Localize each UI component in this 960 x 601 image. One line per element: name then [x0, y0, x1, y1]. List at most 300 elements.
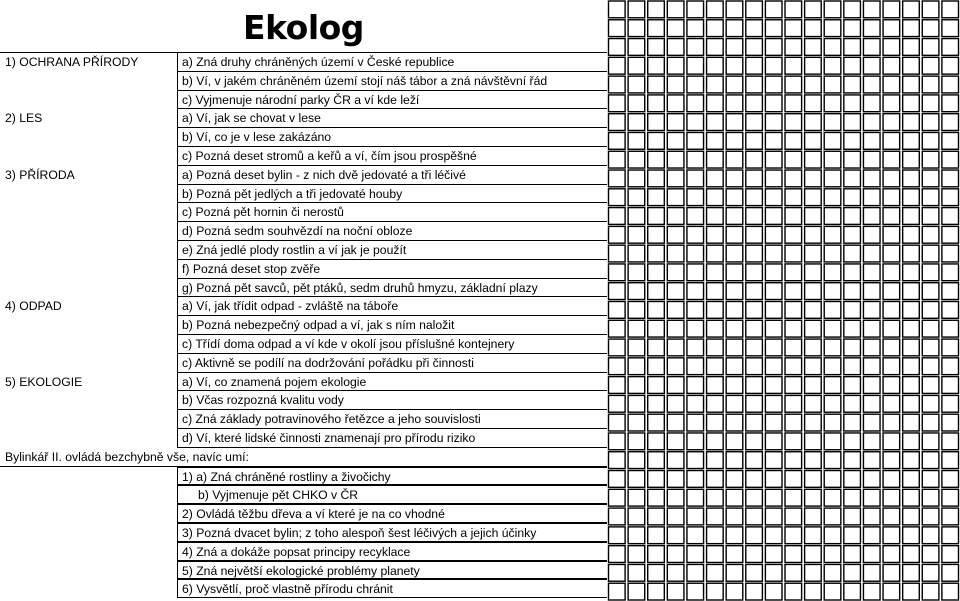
check-cell[interactable]	[648, 546, 665, 563]
check-cell[interactable]	[648, 358, 665, 375]
check-cell[interactable]	[922, 489, 939, 506]
check-cell[interactable]	[863, 546, 880, 563]
check-cell[interactable]	[726, 114, 743, 131]
check-cell[interactable]	[765, 245, 782, 262]
check-cell[interactable]	[863, 377, 880, 394]
check-cell[interactable]	[903, 1, 920, 18]
check-cell[interactable]	[628, 377, 645, 394]
check-cell[interactable]	[687, 302, 704, 319]
check-cell[interactable]	[628, 208, 645, 225]
check-cell[interactable]	[726, 1, 743, 18]
check-cell[interactable]	[726, 452, 743, 469]
check-cell[interactable]	[942, 452, 959, 469]
check-cell[interactable]	[863, 226, 880, 243]
check-cell[interactable]	[785, 283, 802, 300]
check-cell[interactable]	[765, 264, 782, 281]
check-cell[interactable]	[883, 20, 900, 37]
check-cell[interactable]	[863, 471, 880, 488]
check-cell[interactable]	[785, 20, 802, 37]
check-cell[interactable]	[609, 564, 626, 581]
check-cell[interactable]	[609, 57, 626, 74]
check-cell[interactable]	[942, 320, 959, 337]
check-cell[interactable]	[687, 433, 704, 450]
check-cell[interactable]	[824, 546, 841, 563]
check-cell[interactable]	[805, 527, 822, 544]
check-cell[interactable]	[942, 264, 959, 281]
check-cell[interactable]	[824, 57, 841, 74]
check-cell[interactable]	[863, 564, 880, 581]
check-cell[interactable]	[687, 20, 704, 37]
check-cell[interactable]	[844, 452, 861, 469]
check-cell[interactable]	[922, 471, 939, 488]
check-cell[interactable]	[903, 39, 920, 56]
check-cell[interactable]	[903, 20, 920, 37]
check-cell[interactable]	[863, 527, 880, 544]
check-cell[interactable]	[648, 414, 665, 431]
check-cell[interactable]	[785, 95, 802, 112]
check-cell[interactable]	[883, 170, 900, 187]
check-cell[interactable]	[648, 1, 665, 18]
check-cell[interactable]	[648, 226, 665, 243]
check-cell[interactable]	[922, 20, 939, 37]
check-cell[interactable]	[942, 414, 959, 431]
check-cell[interactable]	[844, 358, 861, 375]
check-cell[interactable]	[687, 414, 704, 431]
check-cell[interactable]	[824, 339, 841, 356]
check-cell[interactable]	[844, 377, 861, 394]
check-cell[interactable]	[726, 489, 743, 506]
check-cell[interactable]	[805, 76, 822, 93]
check-cell[interactable]	[746, 208, 763, 225]
check-cell[interactable]	[903, 358, 920, 375]
check-cell[interactable]	[648, 377, 665, 394]
check-cell[interactable]	[648, 433, 665, 450]
check-cell[interactable]	[667, 226, 684, 243]
check-cell[interactable]	[609, 1, 626, 18]
check-cell[interactable]	[824, 452, 841, 469]
check-cell[interactable]	[863, 433, 880, 450]
check-cell[interactable]	[628, 76, 645, 93]
check-cell[interactable]	[746, 264, 763, 281]
check-cell[interactable]	[707, 471, 724, 488]
check-cell[interactable]	[824, 283, 841, 300]
check-cell[interactable]	[628, 20, 645, 37]
check-cell[interactable]	[903, 264, 920, 281]
check-cell[interactable]	[687, 57, 704, 74]
check-cell[interactable]	[785, 1, 802, 18]
check-cell[interactable]	[765, 395, 782, 412]
check-cell[interactable]	[824, 226, 841, 243]
check-cell[interactable]	[726, 433, 743, 450]
check-cell[interactable]	[883, 95, 900, 112]
check-cell[interactable]	[765, 320, 782, 337]
check-cell[interactable]	[687, 264, 704, 281]
check-cell[interactable]	[805, 95, 822, 112]
check-cell[interactable]	[883, 132, 900, 149]
check-cell[interactable]	[726, 151, 743, 168]
check-cell[interactable]	[844, 283, 861, 300]
check-cell[interactable]	[609, 452, 626, 469]
check-cell[interactable]	[844, 151, 861, 168]
check-cell[interactable]	[687, 283, 704, 300]
check-cell[interactable]	[863, 452, 880, 469]
check-cell[interactable]	[609, 170, 626, 187]
check-cell[interactable]	[942, 170, 959, 187]
check-cell[interactable]	[903, 377, 920, 394]
check-cell[interactable]	[922, 320, 939, 337]
check-cell[interactable]	[609, 132, 626, 149]
check-cell[interactable]	[609, 395, 626, 412]
check-cell[interactable]	[863, 76, 880, 93]
check-cell[interactable]	[785, 170, 802, 187]
check-cell[interactable]	[746, 114, 763, 131]
check-cell[interactable]	[785, 508, 802, 525]
check-cell[interactable]	[746, 20, 763, 37]
check-cell[interactable]	[707, 395, 724, 412]
check-cell[interactable]	[726, 395, 743, 412]
check-cell[interactable]	[942, 57, 959, 74]
check-cell[interactable]	[667, 264, 684, 281]
check-cell[interactable]	[785, 471, 802, 488]
check-cell[interactable]	[863, 95, 880, 112]
check-cell[interactable]	[805, 302, 822, 319]
check-cell[interactable]	[883, 377, 900, 394]
check-cell[interactable]	[903, 414, 920, 431]
check-cell[interactable]	[922, 527, 939, 544]
check-cell[interactable]	[922, 114, 939, 131]
check-cell[interactable]	[785, 151, 802, 168]
check-cell[interactable]	[883, 358, 900, 375]
check-cell[interactable]	[785, 320, 802, 337]
check-cell[interactable]	[765, 583, 782, 600]
check-cell[interactable]	[805, 39, 822, 56]
check-cell[interactable]	[824, 583, 841, 600]
check-cell[interactable]	[609, 583, 626, 600]
check-cell[interactable]	[667, 151, 684, 168]
check-cell[interactable]	[746, 320, 763, 337]
check-cell[interactable]	[609, 527, 626, 544]
check-cell[interactable]	[628, 452, 645, 469]
check-cell[interactable]	[648, 208, 665, 225]
check-cell[interactable]	[628, 245, 645, 262]
check-cell[interactable]	[824, 95, 841, 112]
check-cell[interactable]	[942, 245, 959, 262]
check-cell[interactable]	[765, 57, 782, 74]
check-cell[interactable]	[648, 471, 665, 488]
check-cell[interactable]	[726, 339, 743, 356]
check-cell[interactable]	[687, 170, 704, 187]
check-cell[interactable]	[746, 1, 763, 18]
check-cell[interactable]	[707, 302, 724, 319]
check-cell[interactable]	[824, 489, 841, 506]
check-cell[interactable]	[805, 189, 822, 206]
check-cell[interactable]	[746, 170, 763, 187]
check-cell[interactable]	[942, 208, 959, 225]
check-cell[interactable]	[667, 20, 684, 37]
check-cell[interactable]	[844, 546, 861, 563]
check-cell[interactable]	[824, 414, 841, 431]
check-cell[interactable]	[824, 433, 841, 450]
check-cell[interactable]	[785, 39, 802, 56]
check-cell[interactable]	[628, 433, 645, 450]
check-cell[interactable]	[922, 508, 939, 525]
check-cell[interactable]	[726, 546, 743, 563]
check-cell[interactable]	[707, 226, 724, 243]
check-cell[interactable]	[922, 189, 939, 206]
check-cell[interactable]	[922, 57, 939, 74]
check-cell[interactable]	[805, 358, 822, 375]
check-cell[interactable]	[765, 527, 782, 544]
check-cell[interactable]	[628, 170, 645, 187]
check-cell[interactable]	[824, 395, 841, 412]
check-cell[interactable]	[609, 264, 626, 281]
check-cell[interactable]	[765, 283, 782, 300]
check-cell[interactable]	[687, 339, 704, 356]
check-cell[interactable]	[883, 302, 900, 319]
check-cell[interactable]	[805, 395, 822, 412]
check-cell[interactable]	[726, 39, 743, 56]
check-cell[interactable]	[903, 527, 920, 544]
check-cell[interactable]	[805, 339, 822, 356]
check-cell[interactable]	[942, 95, 959, 112]
check-cell[interactable]	[805, 264, 822, 281]
check-cell[interactable]	[922, 1, 939, 18]
check-cell[interactable]	[628, 189, 645, 206]
check-cell[interactable]	[942, 114, 959, 131]
check-cell[interactable]	[707, 1, 724, 18]
check-cell[interactable]	[726, 377, 743, 394]
check-cell[interactable]	[707, 39, 724, 56]
check-cell[interactable]	[844, 433, 861, 450]
check-cell[interactable]	[746, 151, 763, 168]
check-cell[interactable]	[942, 489, 959, 506]
check-cell[interactable]	[628, 39, 645, 56]
check-cell[interactable]	[648, 527, 665, 544]
check-cell[interactable]	[648, 151, 665, 168]
check-cell[interactable]	[648, 489, 665, 506]
check-cell[interactable]	[687, 245, 704, 262]
check-cell[interactable]	[667, 245, 684, 262]
check-cell[interactable]	[903, 170, 920, 187]
check-cell[interactable]	[883, 208, 900, 225]
check-cell[interactable]	[707, 208, 724, 225]
check-cell[interactable]	[903, 583, 920, 600]
check-cell[interactable]	[785, 302, 802, 319]
check-cell[interactable]	[805, 283, 822, 300]
check-cell[interactable]	[628, 320, 645, 337]
check-cell[interactable]	[746, 76, 763, 93]
check-cell[interactable]	[805, 170, 822, 187]
check-cell[interactable]	[883, 508, 900, 525]
check-cell[interactable]	[863, 151, 880, 168]
check-cell[interactable]	[883, 471, 900, 488]
check-cell[interactable]	[648, 20, 665, 37]
check-cell[interactable]	[726, 320, 743, 337]
check-cell[interactable]	[628, 302, 645, 319]
check-cell[interactable]	[922, 546, 939, 563]
check-cell[interactable]	[765, 358, 782, 375]
check-cell[interactable]	[844, 395, 861, 412]
check-cell[interactable]	[667, 546, 684, 563]
check-cell[interactable]	[805, 471, 822, 488]
check-cell[interactable]	[844, 132, 861, 149]
check-cell[interactable]	[922, 564, 939, 581]
check-cell[interactable]	[648, 57, 665, 74]
check-cell[interactable]	[903, 471, 920, 488]
check-cell[interactable]	[863, 414, 880, 431]
check-cell[interactable]	[942, 302, 959, 319]
check-cell[interactable]	[805, 208, 822, 225]
check-cell[interactable]	[883, 339, 900, 356]
check-cell[interactable]	[824, 1, 841, 18]
check-cell[interactable]	[863, 208, 880, 225]
check-cell[interactable]	[844, 20, 861, 37]
check-cell[interactable]	[824, 208, 841, 225]
check-cell[interactable]	[746, 527, 763, 544]
check-cell[interactable]	[883, 452, 900, 469]
check-cell[interactable]	[942, 564, 959, 581]
check-cell[interactable]	[883, 433, 900, 450]
check-cell[interactable]	[687, 151, 704, 168]
check-cell[interactable]	[942, 189, 959, 206]
check-cell[interactable]	[922, 358, 939, 375]
check-cell[interactable]	[648, 395, 665, 412]
check-cell[interactable]	[942, 283, 959, 300]
check-cell[interactable]	[648, 114, 665, 131]
check-cell[interactable]	[648, 95, 665, 112]
check-cell[interactable]	[687, 226, 704, 243]
check-cell[interactable]	[785, 339, 802, 356]
check-cell[interactable]	[609, 283, 626, 300]
check-cell[interactable]	[765, 189, 782, 206]
check-cell[interactable]	[609, 320, 626, 337]
check-cell[interactable]	[805, 151, 822, 168]
check-cell[interactable]	[824, 302, 841, 319]
check-cell[interactable]	[765, 39, 782, 56]
check-cell[interactable]	[667, 358, 684, 375]
check-cell[interactable]	[628, 264, 645, 281]
check-cell[interactable]	[922, 170, 939, 187]
check-cell[interactable]	[863, 339, 880, 356]
check-cell[interactable]	[805, 564, 822, 581]
check-cell[interactable]	[746, 546, 763, 563]
check-cell[interactable]	[628, 508, 645, 525]
check-cell[interactable]	[648, 132, 665, 149]
check-cell[interactable]	[942, 395, 959, 412]
check-cell[interactable]	[667, 452, 684, 469]
check-cell[interactable]	[746, 57, 763, 74]
check-cell[interactable]	[628, 471, 645, 488]
check-cell[interactable]	[707, 583, 724, 600]
check-cell[interactable]	[824, 358, 841, 375]
check-cell[interactable]	[785, 414, 802, 431]
check-cell[interactable]	[903, 226, 920, 243]
check-cell[interactable]	[785, 489, 802, 506]
check-cell[interactable]	[805, 114, 822, 131]
check-cell[interactable]	[707, 132, 724, 149]
check-cell[interactable]	[746, 302, 763, 319]
check-cell[interactable]	[844, 489, 861, 506]
check-cell[interactable]	[628, 57, 645, 74]
check-cell[interactable]	[687, 132, 704, 149]
check-cell[interactable]	[726, 208, 743, 225]
check-cell[interactable]	[765, 95, 782, 112]
check-cell[interactable]	[746, 377, 763, 394]
check-cell[interactable]	[824, 564, 841, 581]
check-cell[interactable]	[687, 320, 704, 337]
check-cell[interactable]	[707, 508, 724, 525]
check-cell[interactable]	[687, 583, 704, 600]
check-cell[interactable]	[883, 245, 900, 262]
check-cell[interactable]	[609, 339, 626, 356]
check-cell[interactable]	[765, 339, 782, 356]
check-cell[interactable]	[667, 39, 684, 56]
check-cell[interactable]	[765, 489, 782, 506]
check-cell[interactable]	[922, 151, 939, 168]
check-cell[interactable]	[707, 339, 724, 356]
check-cell[interactable]	[903, 564, 920, 581]
check-cell[interactable]	[824, 39, 841, 56]
check-cell[interactable]	[687, 39, 704, 56]
check-cell[interactable]	[667, 283, 684, 300]
check-cell[interactable]	[726, 264, 743, 281]
check-cell[interactable]	[667, 527, 684, 544]
check-cell[interactable]	[707, 377, 724, 394]
check-cell[interactable]	[863, 508, 880, 525]
check-cell[interactable]	[883, 114, 900, 131]
check-cell[interactable]	[707, 489, 724, 506]
check-cell[interactable]	[922, 132, 939, 149]
check-cell[interactable]	[824, 320, 841, 337]
check-cell[interactable]	[726, 283, 743, 300]
check-cell[interactable]	[942, 132, 959, 149]
check-cell[interactable]	[785, 189, 802, 206]
check-cell[interactable]	[942, 583, 959, 600]
check-cell[interactable]	[824, 245, 841, 262]
check-cell[interactable]	[687, 452, 704, 469]
check-cell[interactable]	[707, 358, 724, 375]
check-cell[interactable]	[863, 264, 880, 281]
check-cell[interactable]	[805, 245, 822, 262]
check-cell[interactable]	[922, 208, 939, 225]
check-cell[interactable]	[903, 546, 920, 563]
check-cell[interactable]	[844, 76, 861, 93]
check-cell[interactable]	[844, 302, 861, 319]
check-cell[interactable]	[903, 452, 920, 469]
check-cell[interactable]	[922, 226, 939, 243]
check-cell[interactable]	[687, 114, 704, 131]
check-cell[interactable]	[726, 564, 743, 581]
check-cell[interactable]	[726, 471, 743, 488]
check-cell[interactable]	[726, 189, 743, 206]
check-cell[interactable]	[922, 39, 939, 56]
check-cell[interactable]	[942, 358, 959, 375]
check-cell[interactable]	[609, 114, 626, 131]
check-cell[interactable]	[628, 283, 645, 300]
check-cell[interactable]	[785, 564, 802, 581]
check-cell[interactable]	[922, 283, 939, 300]
check-cell[interactable]	[805, 414, 822, 431]
check-cell[interactable]	[883, 57, 900, 74]
check-cell[interactable]	[667, 170, 684, 187]
check-cell[interactable]	[942, 339, 959, 356]
check-cell[interactable]	[609, 546, 626, 563]
check-cell[interactable]	[667, 433, 684, 450]
check-cell[interactable]	[922, 245, 939, 262]
check-cell[interactable]	[726, 358, 743, 375]
check-cell[interactable]	[942, 433, 959, 450]
check-cell[interactable]	[726, 57, 743, 74]
